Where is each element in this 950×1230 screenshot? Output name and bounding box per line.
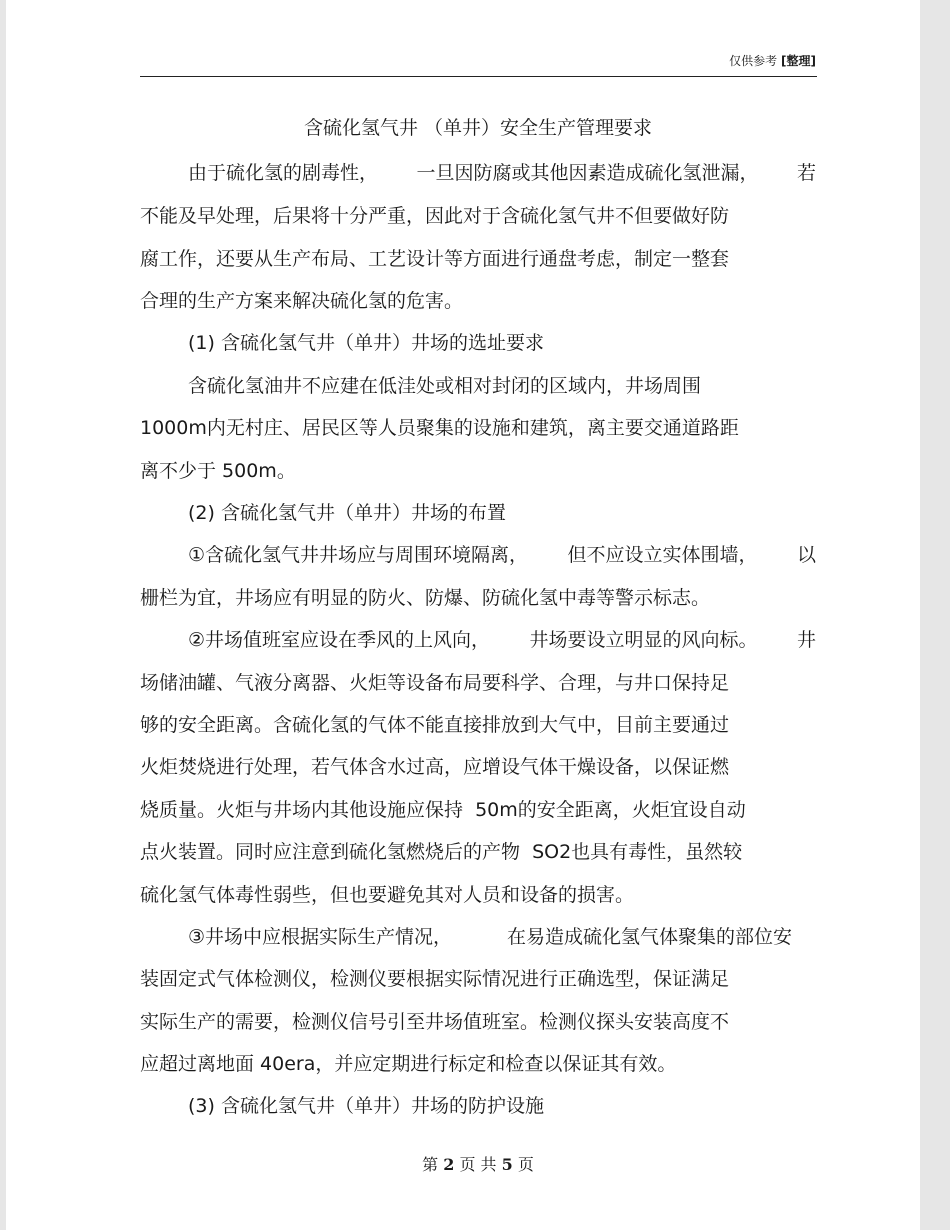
paragraph-line: 火炬焚烧进行处理，若气体含水过高，应增设气体干燥设备，以保证燃 (140, 756, 730, 778)
paragraph-line: 栅栏为宜，井场应有明显的防火、防爆、防硫化氢中毒等警示标志。 (140, 587, 711, 609)
text-segment: 以 (796, 544, 816, 566)
page-header (140, 52, 816, 70)
section-heading: (2) 含硫化氢气井（单井）井场的布置 (188, 502, 506, 524)
paragraph-line: 不能及早处理，后果将十分严重，因此对于含硫化氢气井不但要做好防 (140, 205, 730, 227)
text-segment: 一旦因防腐或其他因素造成硫化氢泄漏， (416, 162, 759, 184)
paragraph-line: 合理的生产方案来解决硫化氢的危害。 (140, 290, 464, 312)
paragraph-line: 腐工作，还要从生产布局、工艺设计等方面进行通盘考虑，制定一整套 (140, 248, 730, 270)
paragraph-line (140, 159, 816, 187)
document-title: 含硫化氢气井 （单井）安全生产管理要求 (303, 117, 653, 139)
header-rule (140, 76, 817, 77)
footer-text: 页 共 (459, 1155, 497, 1174)
text-segment: 由于硫化氢的剧毒性， (188, 162, 379, 184)
page-footer (140, 1153, 816, 1177)
section-heading: (3) 含硫化氢气井（单井）井场的防护设施 (188, 1095, 544, 1117)
page-total: 5 (501, 1155, 513, 1174)
paragraph-line: 含硫化氢油井不应建在低洼处或相对封闭的区域内，井场周围 (188, 375, 702, 397)
paragraph-line (140, 626, 816, 654)
footer-text: 页 (517, 1155, 534, 1174)
text-segment: 但不应设立实体围墙， (567, 544, 758, 566)
paragraph-line (140, 541, 816, 569)
paragraph-line: 装固定式气体检测仪，检测仪要根据实际情况进行正确选型，保证满足 (140, 968, 730, 990)
paragraph-line: 硫化氢气体毒性弱些，但也要避免其对人员和设备的损害。 (140, 884, 635, 906)
text-segment: ①含硫化氢气井井场应与周围环境隔离， (188, 544, 529, 566)
text-segment: ②井场值班室应设在季风的上风向， (188, 629, 491, 651)
header-tag: [整理] (781, 54, 816, 68)
text-segment: 若 (796, 162, 816, 184)
paragraph-line: 场储油罐、气液分离器、火炬等设备布局要科学、合理，与井口保持足 (140, 672, 730, 694)
text-segment: 井 (796, 629, 816, 651)
document-page (6, 0, 920, 1230)
text-segment: ③井场中应根据实际生产情况， (188, 926, 453, 948)
footer-text: 第 (422, 1155, 439, 1174)
paragraph-line (140, 923, 792, 951)
paragraph-line: 实际生产的需要，检测仪信号引至井场值班室。检测仪探头安装高度不 (140, 1011, 730, 1033)
paragraph-line: 烧质量。火炬与井场内其他设施应保持 50m的安全距离，火炬宜设自动 (140, 799, 746, 821)
paragraph-line: 点火装置。同时应注意到硫化氢燃烧后的产物 SO2也具有毒性，虽然较 (140, 841, 743, 863)
text-segment: 在易造成硫化氢气体聚集的部位安 (506, 926, 792, 948)
section-heading: (1) 含硫化氢气井（单井）井场的选址要求 (188, 332, 544, 354)
page-number: 2 (443, 1155, 455, 1174)
header-note: 仅供参考 (729, 54, 778, 68)
paragraph-line: 应超过离地面 40era，并应定期进行标定和检查以保证其有效。 (140, 1053, 677, 1075)
paragraph-line: 够的安全距离。含硫化氢的气体不能直接排放到大气中，目前主要通过 (140, 714, 730, 736)
paragraph-line: 离不少于 500m。 (140, 460, 296, 482)
paragraph-line: 1000m内无村庄、居民区等人员聚集的设施和建筑，离主要交通道路距 (140, 417, 739, 439)
text-segment: 井场要设立明显的风向标。 (529, 629, 758, 651)
